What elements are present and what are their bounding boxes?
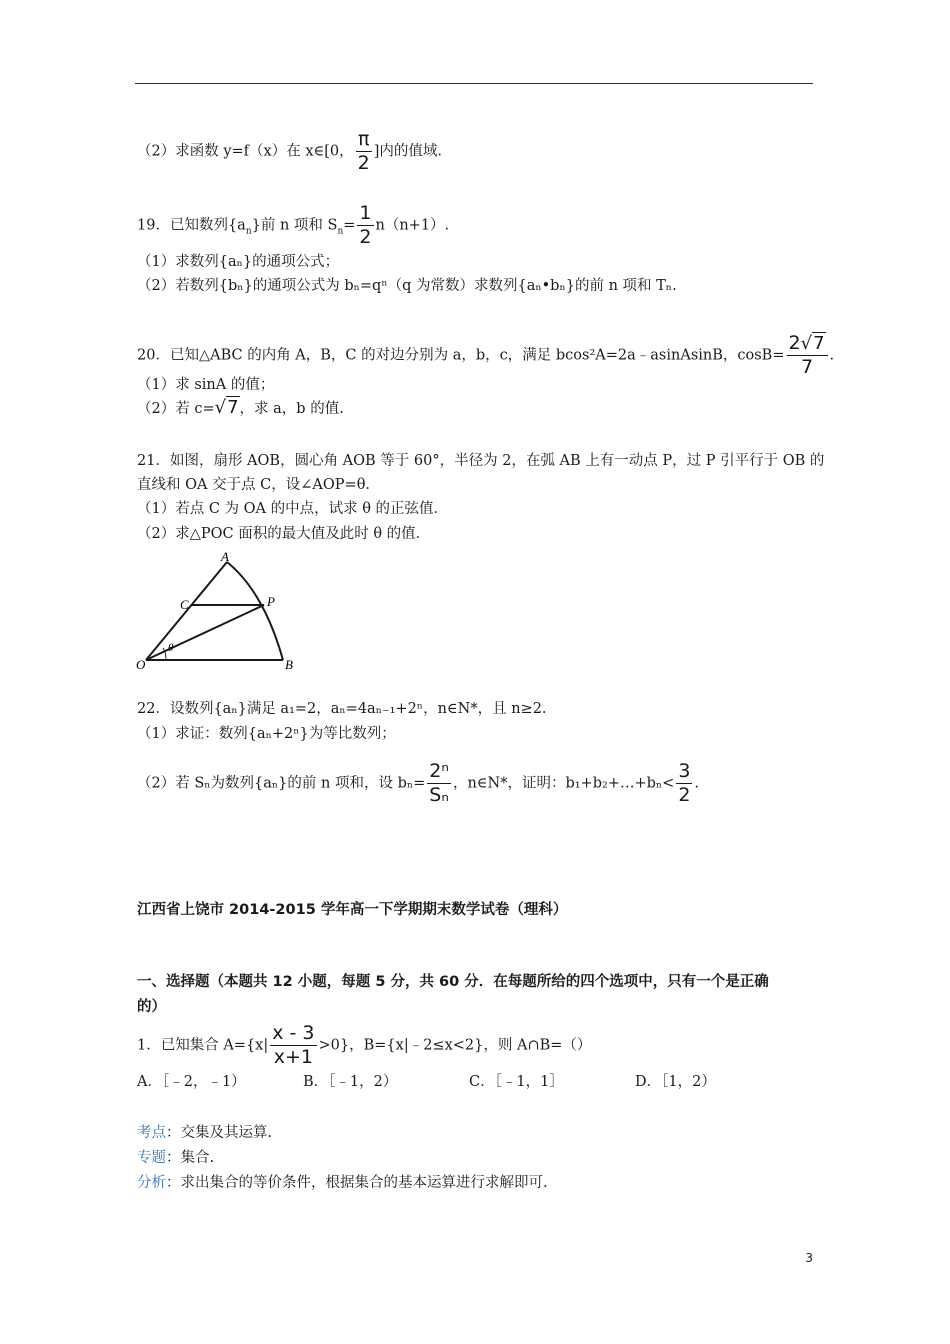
label-c: C — [180, 597, 189, 612]
q1-choices — [137, 1071, 716, 1093]
q20-stem — [137, 334, 834, 377]
three-halves-fraction — [676, 762, 692, 805]
q19-sub: n — [245, 226, 252, 237]
q18-part2-prefix: （2）求函数 y=f（x）在 x∈[0， — [137, 143, 354, 160]
frac-numerator — [787, 334, 828, 355]
label-b: B — [285, 657, 293, 670]
section-heading-line2: 的） — [137, 999, 166, 1015]
frac-numerator: π — [357, 128, 370, 150]
frac-numerator: 3 — [678, 760, 691, 782]
note-label: 分析 — [137, 1175, 166, 1191]
q22-part2-mid: ，n∈N*，证明：b₁+b₂+…+bₙ< — [452, 775, 675, 792]
note-zhuanti — [137, 1147, 214, 1169]
note-kaodian — [137, 1122, 272, 1144]
choice-d[interactable]: D．［1，2） — [635, 1074, 716, 1090]
choice-a[interactable]: A．［﹣2，﹣1） — [137, 1074, 246, 1090]
frac-denominator: 7 — [787, 355, 828, 377]
frac-denominator: Sₙ — [427, 783, 451, 805]
q22-part1: （1）求证：数列{aₙ+2ⁿ}为等比数列； — [137, 726, 396, 742]
frac-numerator: 2ⁿ — [429, 760, 449, 782]
header-rule — [135, 83, 813, 84]
q22-part2-prefix: （2）若 Sₙ为数列{aₙ}的前 n 项和，设 bₙ= — [137, 775, 426, 792]
sector-figure — [136, 552, 296, 670]
q21-part1: （1）若点 C 为 OA 的中点，试求 θ 的正弦值． — [137, 501, 449, 517]
choice-c[interactable]: C．［﹣1，1］ — [469, 1074, 564, 1090]
sqrt-symbol: √7 — [800, 333, 825, 354]
q21-part2: （2）求△POC 面积的最大值及此时 θ 的值． — [137, 526, 431, 542]
note-label: 专题 — [137, 1150, 166, 1166]
q18-part2-suffix: ]内的值域. — [373, 143, 442, 160]
q19-sub2: n — [337, 226, 344, 237]
sqrt-symbol: √7 — [214, 397, 239, 418]
radicand: 7 — [813, 333, 825, 354]
label-o: O — [136, 657, 146, 670]
q20-part2-prefix: （2）若 c= — [137, 401, 215, 417]
note-text: ：求出集合的等价条件，根据集合的基本运算进行求解即可. — [166, 1175, 548, 1191]
frac-denominator: x+1 — [270, 1045, 316, 1067]
q21-line2: 直线和 OA 交于点 C，设∠AOP=θ． — [137, 477, 380, 493]
label-a: A — [221, 552, 229, 564]
q1-stem-suffix: >0}，B={x|﹣2≤x<2}，则 A∩B=（） — [318, 1037, 592, 1054]
note-label: 考点 — [137, 1125, 166, 1141]
q19-stem-prefix: 19．已知数列{a — [137, 217, 246, 234]
q1-stem-prefix: 1．已知集合 A={x| — [137, 1037, 269, 1054]
frac-denominator: 2 — [357, 152, 370, 174]
half-fraction — [357, 204, 373, 247]
label-theta: θ — [168, 642, 174, 654]
coef: 2 — [788, 332, 801, 354]
q20-part2 — [137, 397, 344, 420]
arc-ab — [227, 562, 283, 660]
q19-stem-suffix: n（n+1）. — [375, 217, 450, 234]
q22-part2 — [137, 762, 699, 805]
exam-title: 江西省上饶市 2014-2015 学年高一下学期期末数学试卷（理科） — [137, 902, 568, 918]
radicand: 7 — [227, 397, 239, 418]
section-heading-line1: 一、选择题（本题共 12 小题，每题 5 分，共 60 分．在每题所给的四个选项中，只有一个是正确 — [137, 974, 769, 990]
page-number: 3 — [805, 1251, 813, 1265]
note-fenxi — [137, 1172, 548, 1194]
q20-stem-prefix: 20．已知△ABC 的内角 A，B，C 的对边分别为 a，b，c，满足 bcos²A=2a﹣asinAsinB，cosB= — [137, 347, 785, 364]
q19-stem-mid: }前 n 项和 S — [251, 217, 338, 234]
q19-part2: （2）若数列{bₙ}的通项公式为 bₙ=qⁿ（q 为常数）求数列{aₙ•bₙ}的前 n 项和 Tₙ. — [137, 278, 677, 294]
set-condition-fraction — [270, 1024, 316, 1067]
q20-stem-suffix: . — [829, 347, 835, 364]
q22-part2-suffix: . — [694, 775, 700, 792]
q1-stem — [137, 1024, 591, 1067]
cosb-fraction — [787, 334, 828, 377]
q22-stem: 22．设数列{aₙ}满足 a₁=2，aₙ=4aₙ₋₁+2ⁿ，n∈N*，且 n≥2. — [137, 701, 547, 717]
pi-over-2-fraction — [356, 130, 372, 173]
q19-part1: （1）求数列{aₙ}的通项公式； — [137, 254, 340, 270]
frac-numerator: 1 — [359, 202, 372, 224]
label-p: P — [267, 594, 275, 609]
frac-numerator: x - 3 — [272, 1022, 315, 1044]
frac-denominator: 2 — [678, 784, 691, 806]
q21-line1: 21．如图，扇形 AOB，圆心角 AOB 等于 60°，半径为 2，在弧 AB 上有一动点 P，过 P 引平行于 OB 的 — [137, 453, 825, 469]
choice-b[interactable]: B．［﹣1，2） — [303, 1074, 398, 1090]
bn-fraction — [427, 762, 451, 805]
q20-part2-suffix: ，求 a，b 的值. — [239, 401, 344, 417]
q20-part1: （1）求 sinA 的值； — [137, 377, 275, 393]
note-text: ：交集及其运算. — [166, 1125, 273, 1141]
frac-denominator: 2 — [359, 226, 372, 248]
segment-op — [146, 605, 264, 660]
q19-eq: = — [343, 217, 356, 234]
q18-part2 — [137, 130, 442, 173]
q19-stem — [137, 204, 449, 247]
note-text: ：集合. — [166, 1150, 215, 1166]
